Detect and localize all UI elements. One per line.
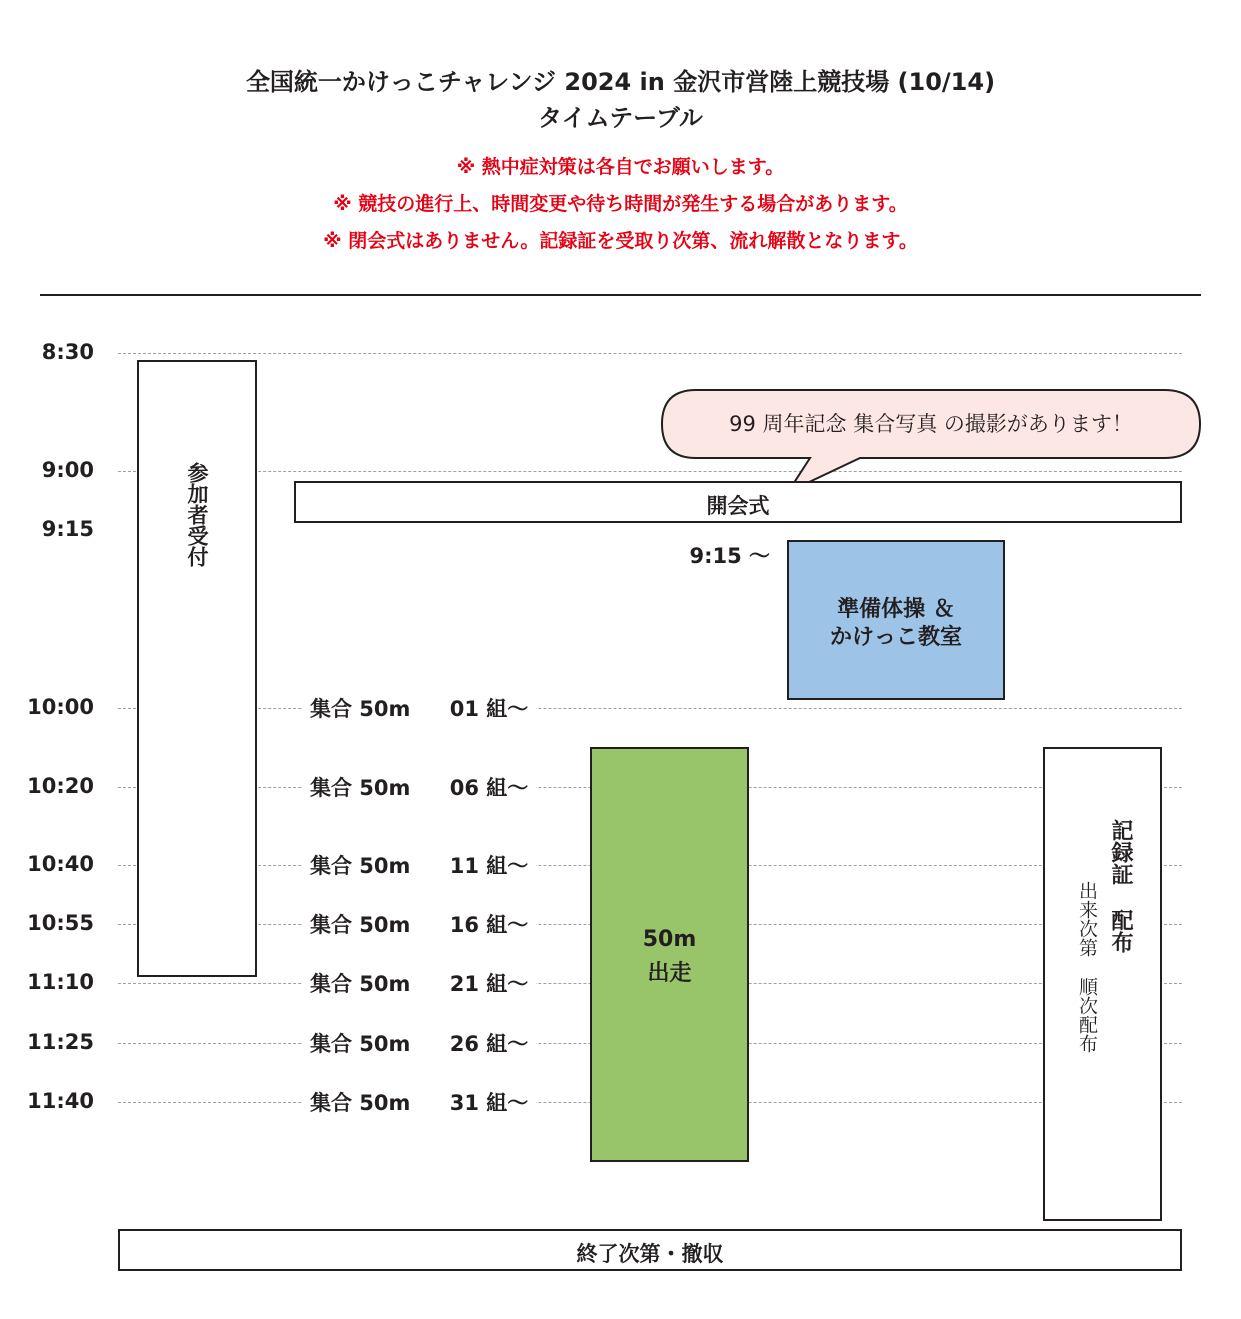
call-group: 06 組～ [449, 776, 529, 800]
time-label: 11:10 [27, 970, 94, 994]
time-label: 11:25 [27, 1030, 94, 1054]
closing-label: 終了次第・撤収 [576, 1242, 724, 1266]
certificate-title-distribute: 配布 [1108, 909, 1133, 953]
reception-label: 参加者受付 [185, 462, 209, 567]
call-row [302, 694, 536, 724]
time-label: 9:00 [41, 458, 94, 482]
reception-block [137, 360, 257, 977]
race-block [590, 747, 749, 1162]
call-event: 集合 50m [310, 697, 411, 721]
call-row [302, 773, 536, 803]
call-event: 集合 50m [310, 1091, 411, 1115]
opening-ceremony-label: 開会式 [706, 494, 770, 518]
race-label-line1: 50m [642, 927, 697, 952]
call-group: 21 組～ [449, 972, 529, 996]
time-label: 11:40 [27, 1089, 94, 1113]
time-label: 10:20 [27, 774, 94, 798]
call-event: 集合 50m [310, 776, 411, 800]
call-event: 集合 50m [310, 913, 411, 937]
speech-bubble-shape [662, 390, 1200, 492]
gridline-1000 [118, 708, 1182, 709]
call-group: 26 組～ [449, 1032, 529, 1056]
certificate-title: 記録証 [1108, 819, 1133, 885]
warmup-label-line2: かけっこ教室 [829, 625, 962, 650]
notice-no-closing: ※ 閉会式はありません。記録証を受取り次第、流れ解散となります。 [323, 230, 918, 252]
speech-bubble-text: 99 周年記念 集合写真 の撮影があります！ [729, 412, 1133, 436]
warmup-label-line1: 準備体操 ＆ [837, 597, 955, 622]
notice-heatstroke: ※ 熱中症対策は各自でお願いします。 [456, 156, 785, 178]
call-row [302, 851, 536, 881]
call-row [302, 1088, 536, 1118]
call-row [302, 969, 536, 999]
page-subtitle: タイムテーブル [538, 104, 703, 132]
time-label: 8:30 [41, 340, 94, 364]
call-group: 16 組～ [449, 913, 529, 937]
certificate-subtext-order: 順次配布 [1076, 977, 1098, 1053]
time-label: 9:15 [41, 517, 94, 541]
call-event: 集合 50m [310, 1032, 411, 1056]
gridline-0830 [118, 353, 1182, 354]
opening-ceremony-block [294, 481, 1182, 523]
call-row [302, 1029, 536, 1059]
call-group: 01 組～ [449, 697, 529, 721]
time-label: 10:40 [27, 852, 94, 876]
closing-block [118, 1229, 1182, 1271]
time-label: 10:55 [27, 911, 94, 935]
certificate-subtext: 出来次第 [1076, 881, 1098, 957]
warmup-block [787, 540, 1005, 700]
call-event: 集合 50m [310, 972, 411, 996]
notice-schedule-change: ※ 競技の進行上、時間変更や待ち時間が発生する場合があります。 [333, 193, 908, 215]
warmup-start-time: 9:15 ～ [689, 544, 770, 568]
header-divider [40, 294, 1201, 296]
race-label-line2: 出走 [647, 961, 692, 986]
call-group: 31 組～ [449, 1091, 529, 1115]
call-group: 11 組～ [449, 854, 529, 878]
certificate-block [1043, 747, 1162, 1221]
call-row [302, 910, 536, 940]
time-label: 10:00 [27, 695, 94, 719]
page-title: 全国統一かけっこチャレンジ 2024 in 金沢市営陸上競技場 (10/14) [245, 68, 996, 96]
call-event: 集合 50m [310, 854, 411, 878]
